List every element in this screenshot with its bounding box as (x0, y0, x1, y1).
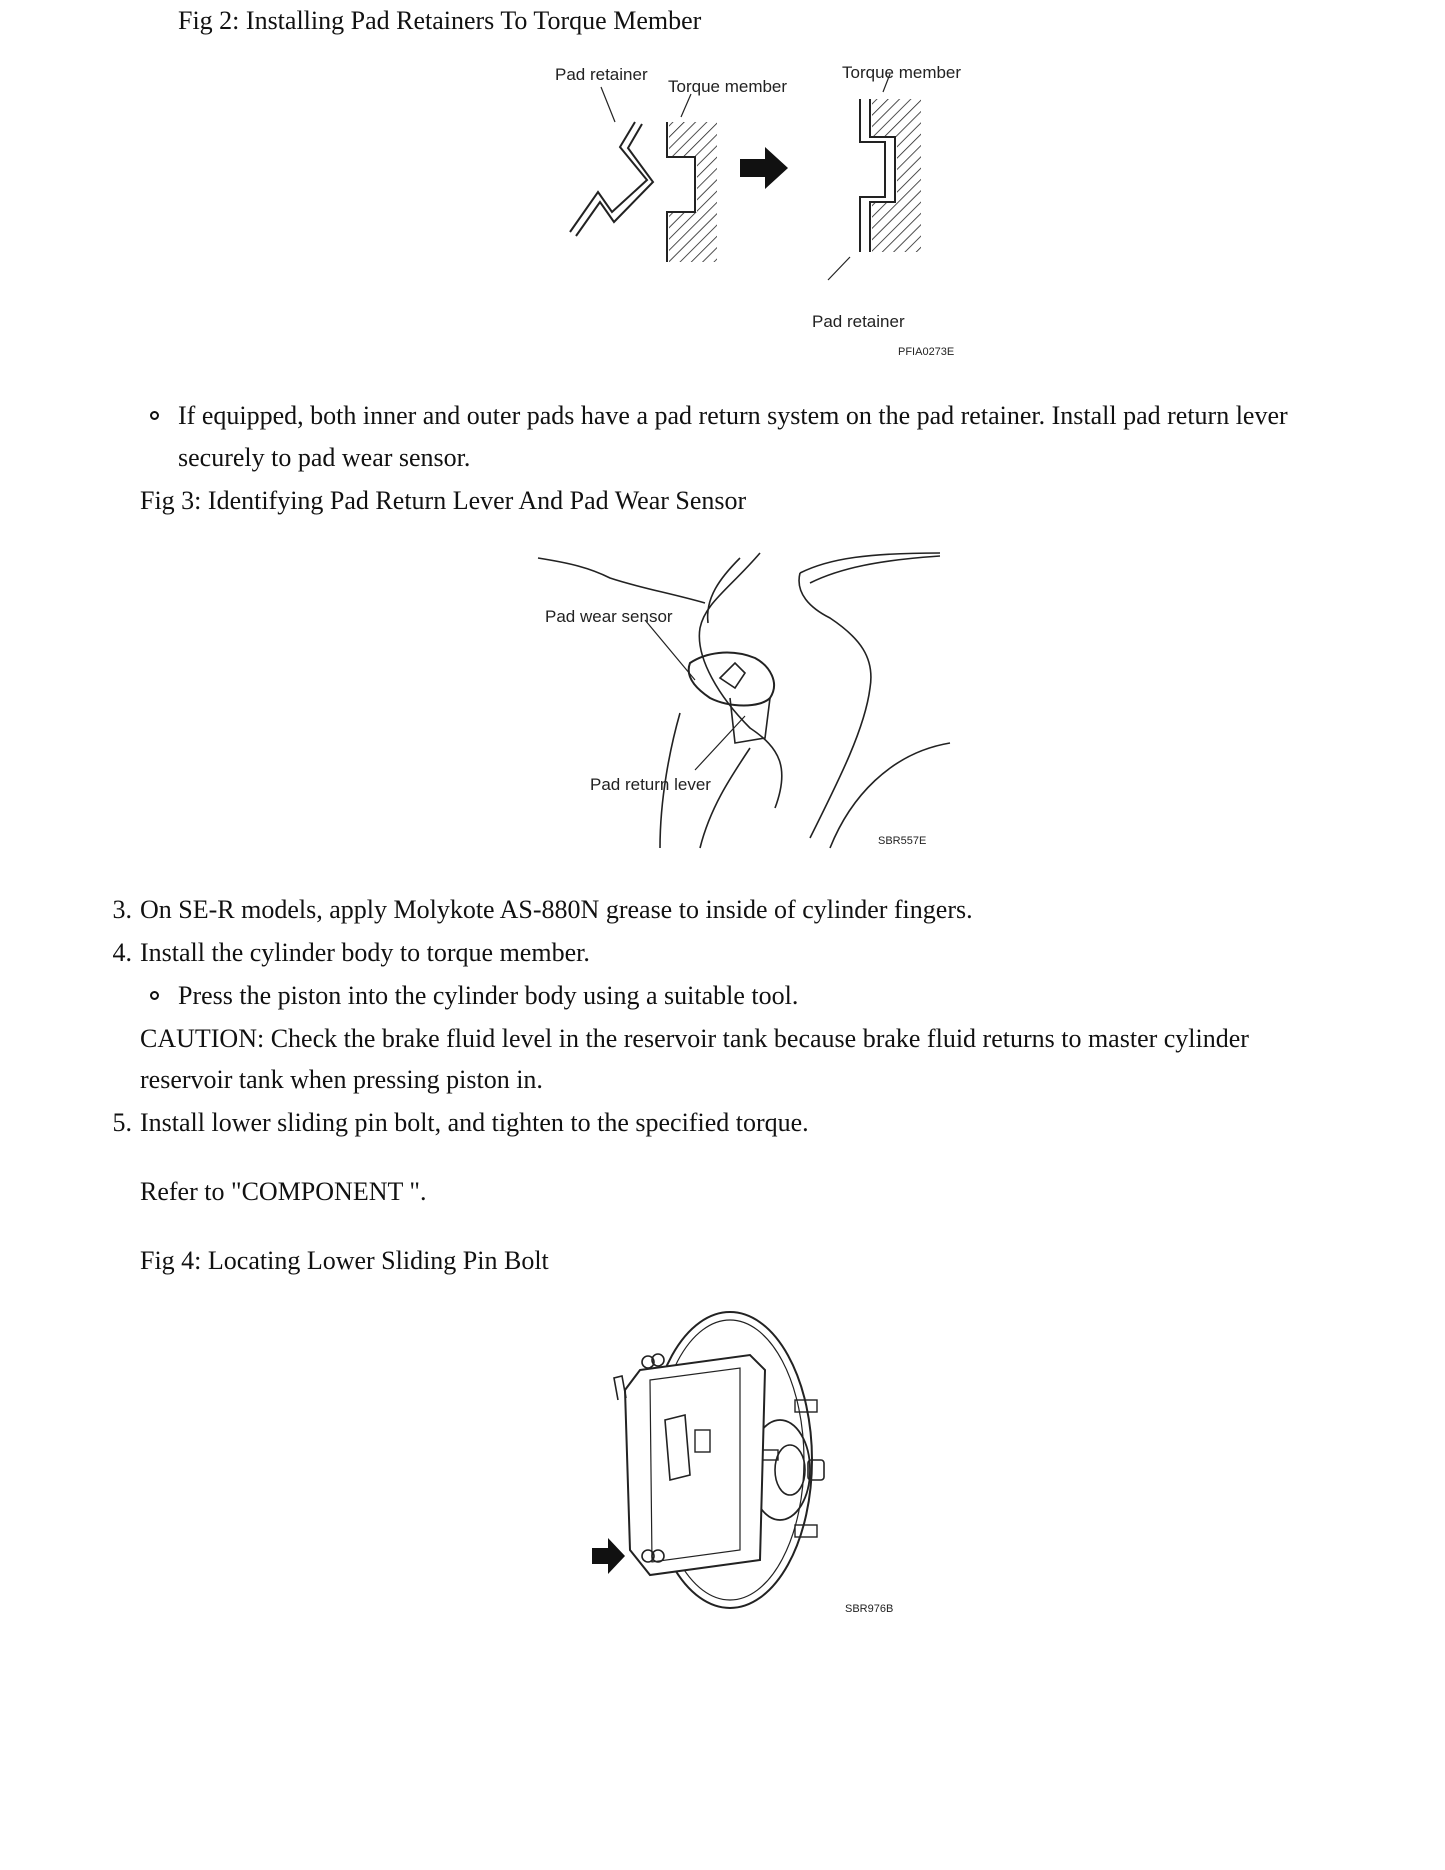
fig2-label-torque-member-left: Torque member (668, 77, 788, 96)
step-3-text: On SE-R models, apply Molykote AS-880N grease to inside of cylinder fingers. (140, 895, 973, 924)
fig2-label-pad-retainer-top: Pad retainer (555, 65, 648, 84)
fig3-label-pad-wear-sensor: Pad wear sensor (545, 607, 673, 626)
step-4-number: 4. (112, 938, 132, 967)
fig4-illustration (590, 1310, 910, 1620)
step-5-number: 5. (112, 1108, 132, 1137)
fig2-code: PFIA0273E (898, 346, 955, 358)
fig3-illustration (530, 548, 970, 858)
step-3-number: 3. (112, 895, 132, 924)
sub-bullet-piston: Press the piston into the cylinder body using a suitable tool. (178, 981, 799, 1010)
caution-line2: reservoir tank when pressing piston in. (140, 1065, 543, 1094)
step-4-text: Install the cylinder body to torque member. (140, 938, 590, 967)
fig2-label-torque-member-right: Torque member (842, 63, 962, 82)
bullet-pad-return-line2: securely to pad wear sensor. (178, 443, 471, 472)
fig4-code: SBR976B (845, 1603, 894, 1615)
refer-component: Refer to "COMPONENT ". (140, 1177, 427, 1206)
fig2-caption: Fig 2: Installing Pad Retainers To Torque Member (178, 6, 702, 35)
fig3-caption: Fig 3: Identifying Pad Return Lever And Pad Wear Sensor (140, 486, 747, 515)
sub-bullet-marker (150, 991, 159, 1000)
bullet-pad-return-line1: If equipped, both inner and outer pads have a pad return system on the pad retainer. Install pad return lever (178, 401, 1288, 430)
step-5-text: Install lower sliding pin bolt, and tighten to the specified torque. (140, 1108, 809, 1137)
fig4-caption: Fig 4: Locating Lower Sliding Pin Bolt (140, 1246, 549, 1275)
fig2-label-pad-retainer-bottom: Pad retainer (812, 312, 905, 331)
bullet-marker (150, 411, 159, 420)
caution-line1: CAUTION: Check the brake fluid level in the reservoir tank because brake fluid returns to master cylinder (140, 1024, 1249, 1053)
fig2-illustration (540, 62, 1000, 372)
fig3-label-pad-return-lever: Pad return lever (590, 775, 711, 794)
fig3-code: SBR557E (878, 835, 927, 847)
